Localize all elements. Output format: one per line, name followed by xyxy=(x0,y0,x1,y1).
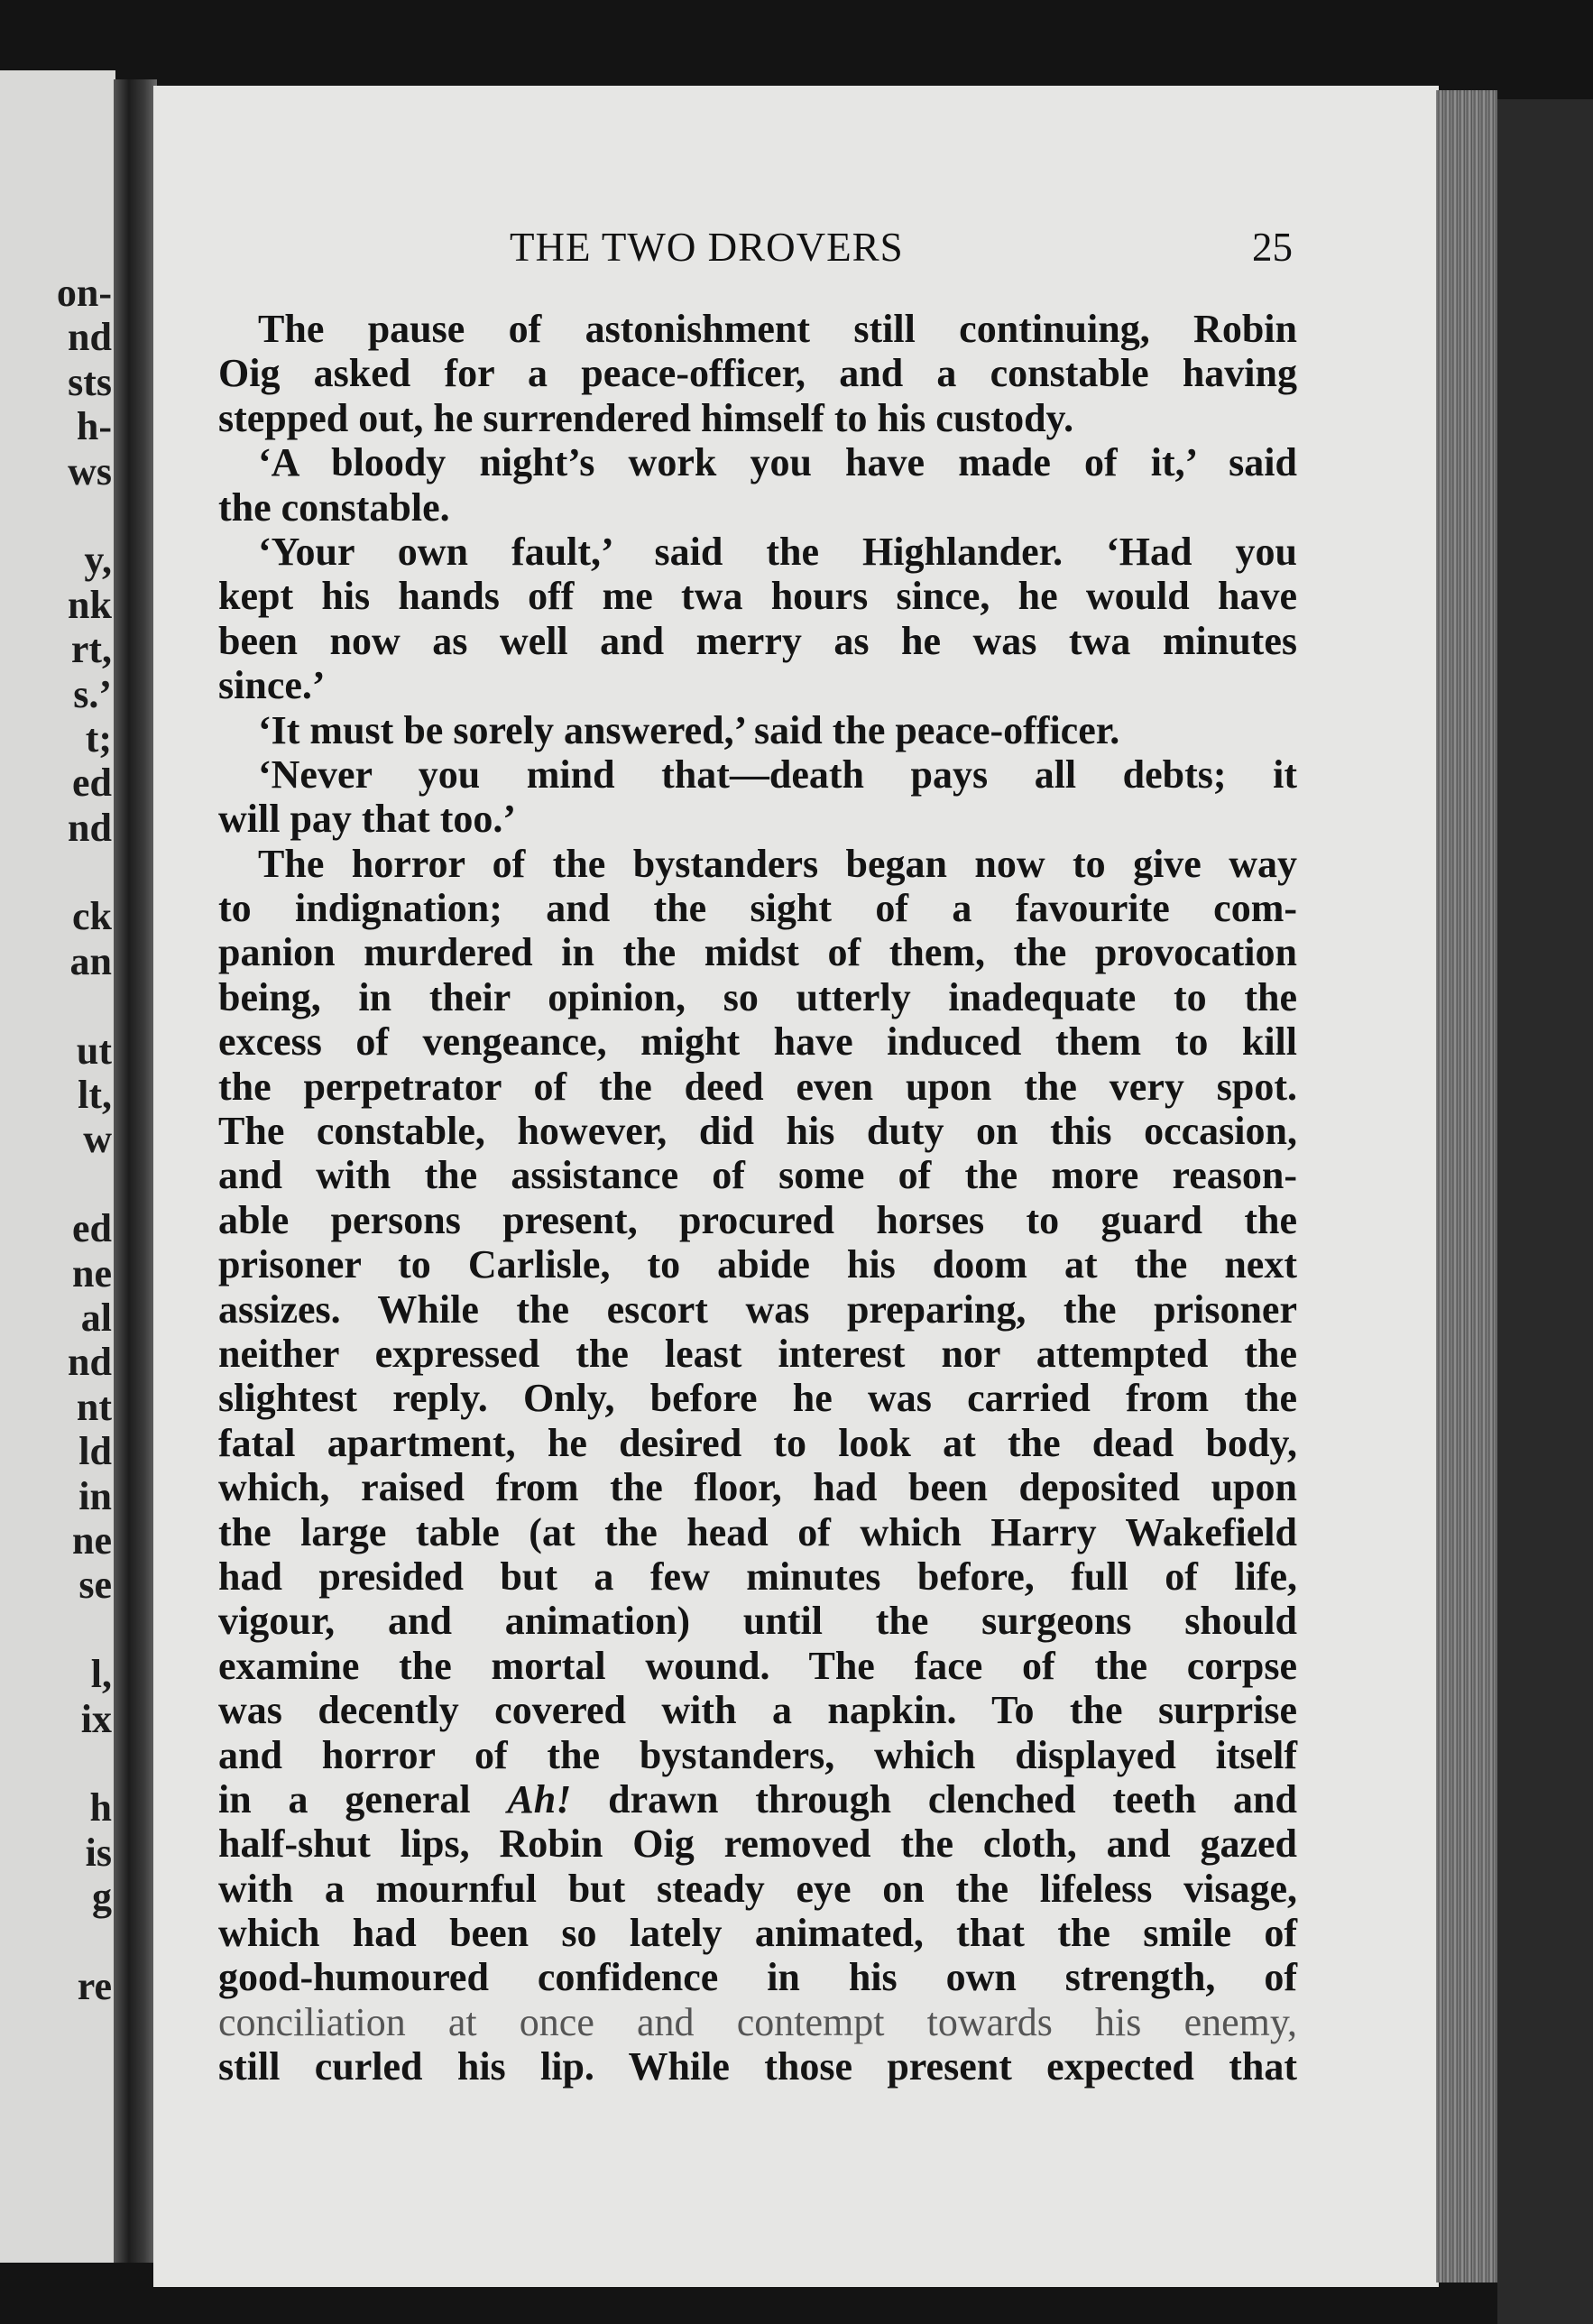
text-line: the constable. xyxy=(218,484,450,530)
left-page-fragment xyxy=(0,1741,112,1785)
left-page-fragment: ck xyxy=(72,894,112,939)
text-line: been now as well and merry as he was twa minutes xyxy=(218,618,1297,663)
left-page-fragment: ld xyxy=(78,1429,112,1474)
left-page-fragment: t; xyxy=(85,715,112,761)
text-line: panion murdered in the midst of them, the provocation xyxy=(218,930,1297,975)
left-page-fragment: on- xyxy=(56,271,112,315)
text-line: ‘It must be sorely answered,’ said the peace-officer. xyxy=(258,707,1120,752)
text-line: examine the mortal wound. The face of the corpse xyxy=(218,1643,1297,1688)
text-line: will pay that too.’ xyxy=(218,797,516,842)
text-line: kept his hands off me twa hours since, he would have xyxy=(218,574,1297,619)
left-page-fragment xyxy=(0,1162,112,1206)
text-line: stepped out, he surrendered himself to his custody. xyxy=(218,395,1074,440)
left-page-fragment: ws xyxy=(68,448,112,493)
left-page-fragment: is xyxy=(85,1830,112,1875)
text-line: the large table (at the head of which Harry Wakefield xyxy=(218,1509,1297,1554)
text-line: half-shut lips, Robin Oig removed the cloth, and gazed xyxy=(218,1821,1297,1867)
left-page-fragment: ed xyxy=(72,761,112,806)
text-line: assizes. While the escort was preparing, the prisoner xyxy=(218,1286,1297,1332)
text-line: still curled his lip. While those present expected that xyxy=(218,2044,1297,2089)
left-page-fragment: al xyxy=(80,1295,112,1340)
text-line: ‘A bloody night’s work you have made of it,’ said xyxy=(258,440,1297,485)
left-page-fragment: rt, xyxy=(70,627,112,672)
text-line: had presided but a few minutes before, full of life, xyxy=(218,1554,1297,1599)
left-page-fragment: h- xyxy=(76,404,112,449)
text-line: which had been so lately animated, that the smile of xyxy=(218,1911,1297,1956)
text-line: conciliation at once and contempt towards his enemy, xyxy=(218,1999,1297,2044)
text-line: neither expressed the least interest nor attempted the xyxy=(218,1331,1297,1376)
left-page-fragment: ne xyxy=(72,1517,112,1563)
left-page-fragment xyxy=(0,850,112,894)
text-line: and with the assistance of some of the more reason- xyxy=(218,1153,1297,1198)
text-line: The horror of the bystanders began now to give way xyxy=(258,841,1297,886)
text-line: since.’ xyxy=(218,663,326,708)
text-line: The pause of astonishment still continuing, Robin xyxy=(258,307,1297,351)
left-page-fragment: g xyxy=(92,1875,112,1920)
text-line: The constable, however, did his duty on this occasion, xyxy=(218,1109,1297,1154)
left-page-fragment: nd xyxy=(68,805,112,850)
text-line: prisoner to Carlisle, to abide his doom at the next xyxy=(218,1242,1297,1287)
left-page-fragment xyxy=(0,983,112,1028)
page-number: 25 xyxy=(1252,225,1293,270)
text-line: fatal apartment, he desired to look at the dead body, xyxy=(218,1420,1297,1465)
left-page-fragment: nd xyxy=(68,315,112,360)
text-line: being, in their opinion, so utterly inadequate to the xyxy=(218,974,1297,1019)
text-line: in a general Ah! drawn through clenched teeth and xyxy=(218,1776,1298,1821)
text-line: Oig asked for a peace-officer, and a constable having xyxy=(218,351,1297,396)
left-page-fragment xyxy=(0,1608,112,1652)
left-page-fragment xyxy=(0,1919,112,1963)
left-page-fragment: in xyxy=(78,1473,112,1518)
left-page-fragment: ed xyxy=(72,1206,112,1251)
text-line: was decently covered with a napkin. To the surprise xyxy=(218,1688,1297,1733)
left-page-fragment: se xyxy=(78,1563,112,1608)
text-line: vigour, and animation) until the surgeons should xyxy=(218,1599,1297,1644)
text-line: slightest reply. Only, before he was carried from the xyxy=(218,1376,1297,1421)
text-line: which, raised from the floor, had been deposited upon xyxy=(218,1465,1297,1510)
left-page-fragment: an xyxy=(69,938,112,983)
left-page-fragment: y, xyxy=(84,538,112,583)
text-line: with a mournful but steady eye on the lifeless visage, xyxy=(218,1866,1297,1911)
text-line: ‘Your own fault,’ said the Highlander. ‘Had you xyxy=(258,529,1297,574)
left-page-fragment: re xyxy=(77,1963,112,2008)
left-page-fragment: h xyxy=(89,1785,112,1831)
text-line: good-humoured confidence in his own strength, of xyxy=(218,1955,1297,2000)
left-page-fragment: ut xyxy=(76,1028,112,1073)
left-page-text-fragments xyxy=(0,271,115,2008)
text-line: to indignation; and the sight of a favourite com- xyxy=(218,886,1297,931)
text-line: and horror of the bystanders, which displayed itself xyxy=(218,1732,1297,1777)
left-page-fragment: s.’ xyxy=(73,671,112,716)
text-line: able persons present, procured horses to guard the xyxy=(218,1197,1297,1242)
left-page-fragment: sts xyxy=(68,359,112,404)
text-line: excess of vengeance, might have induced them to kill xyxy=(218,1019,1297,1065)
left-page-fragment: nd xyxy=(68,1340,112,1385)
left-page-fragment: l, xyxy=(90,1652,112,1697)
left-page-fragment: nk xyxy=(68,582,112,627)
italic-exclamation: Ah! xyxy=(507,1776,572,1821)
left-page-fragment xyxy=(0,493,112,538)
text-line: ‘Never you mind that—death pays all debts; it xyxy=(258,752,1297,797)
page-edge-stack xyxy=(1436,90,1497,2282)
left-page-fragment: w xyxy=(83,1117,112,1162)
running-header-title: THE TWO DROVERS xyxy=(510,225,904,270)
body-text xyxy=(218,307,1297,2089)
left-page-fragment: lt, xyxy=(78,1073,112,1118)
left-page-fragment: nt xyxy=(76,1384,112,1429)
background-right xyxy=(1497,99,1593,2324)
book-gutter xyxy=(114,79,157,2263)
left-page-fragment: ix xyxy=(80,1696,112,1741)
text-line: the perpetrator of the deed even upon the very spot. xyxy=(218,1064,1297,1109)
left-page-fragment: ne xyxy=(72,1250,112,1296)
